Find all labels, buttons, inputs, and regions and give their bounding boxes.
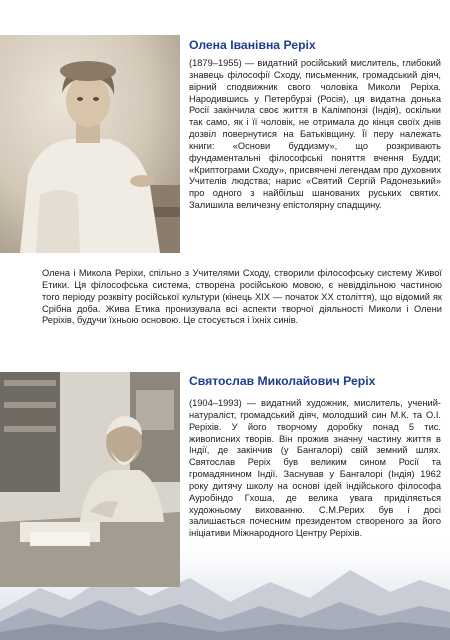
paragraph-svyatoslav-bio: (1904–1993) — видатний художник, мислитель, учений-натураліст, громадський діяч, молодший син М.К. та О.І. Реріхів. У його творчому доробку понад 5 тис. живописних творів. Він прожив значну частину життя в Індії, де закінчив (у Бангалорі) свій земний шлях. Святослав Реріх був великим сином Росії та громадянином Індії. Заснував у Бангалорі (Індія) 1962 року дитячу школу на основі ідей індійського філософа Ауробіндо Гхоша, де велика увага приділяється художньому вихованню. С.М.Рерих був і досі залишається почесним президентом створеного за його ініціативи Міжнародного Центру Реріхів.: [189, 398, 441, 539]
section-title-helena: Олена Іванівна Реріх: [189, 38, 316, 52]
paragraph-helena-bio: (1879–1955) — видатний російський мислитель, глибокий знавець філософії Сходу, письменник, громадський діяч, вірний сподвижник свого чоловіка Миколи Реріха. Народившись у Петербурзі (Росія), ця видатна донька Росії закінчила своє життя в Калімпонзі (Індія), оскільки так само, як і її чоловік, не отримала до кінця своїх днів дозвіл повернутися на Батьківщину. Її перу належать книги: «Основи буддизму», що розкривають фундаментальні філософські поняття вчення Будди; «Криптограми Сходу», присвячені легендам про духовних Учителів людства; нарис «Святий Сергій Радонезький» про одного з найбільш шанованих руських святих. Залишила величезну епістолярну спадщину.: [189, 58, 441, 211]
portrait-photo-svyatoslav: [0, 372, 180, 587]
paragraph-living-ethics: Олена і Микола Реріхи, спільно з Учителями Сходу, створили філософську систему Живої Етики. Ця філософська система, створена російською мовою, є невіддільною частиною того періоду розквіту російської культури (кінець XIX — початок XX століття), що відомий як Срібна доба. Жива Етика пронизувала всі аспекти творчої діяльності Миколи і Олени Реріхів, будучи їхньою основою. Це стосується і їхніх синів.: [42, 268, 442, 326]
portrait-photo-icon: [0, 35, 180, 253]
section-title-svyatoslav: Святослав Миколайович Реріх: [189, 374, 376, 388]
portrait-photo-icon: [0, 372, 180, 587]
portrait-photo-helena: [0, 35, 180, 253]
